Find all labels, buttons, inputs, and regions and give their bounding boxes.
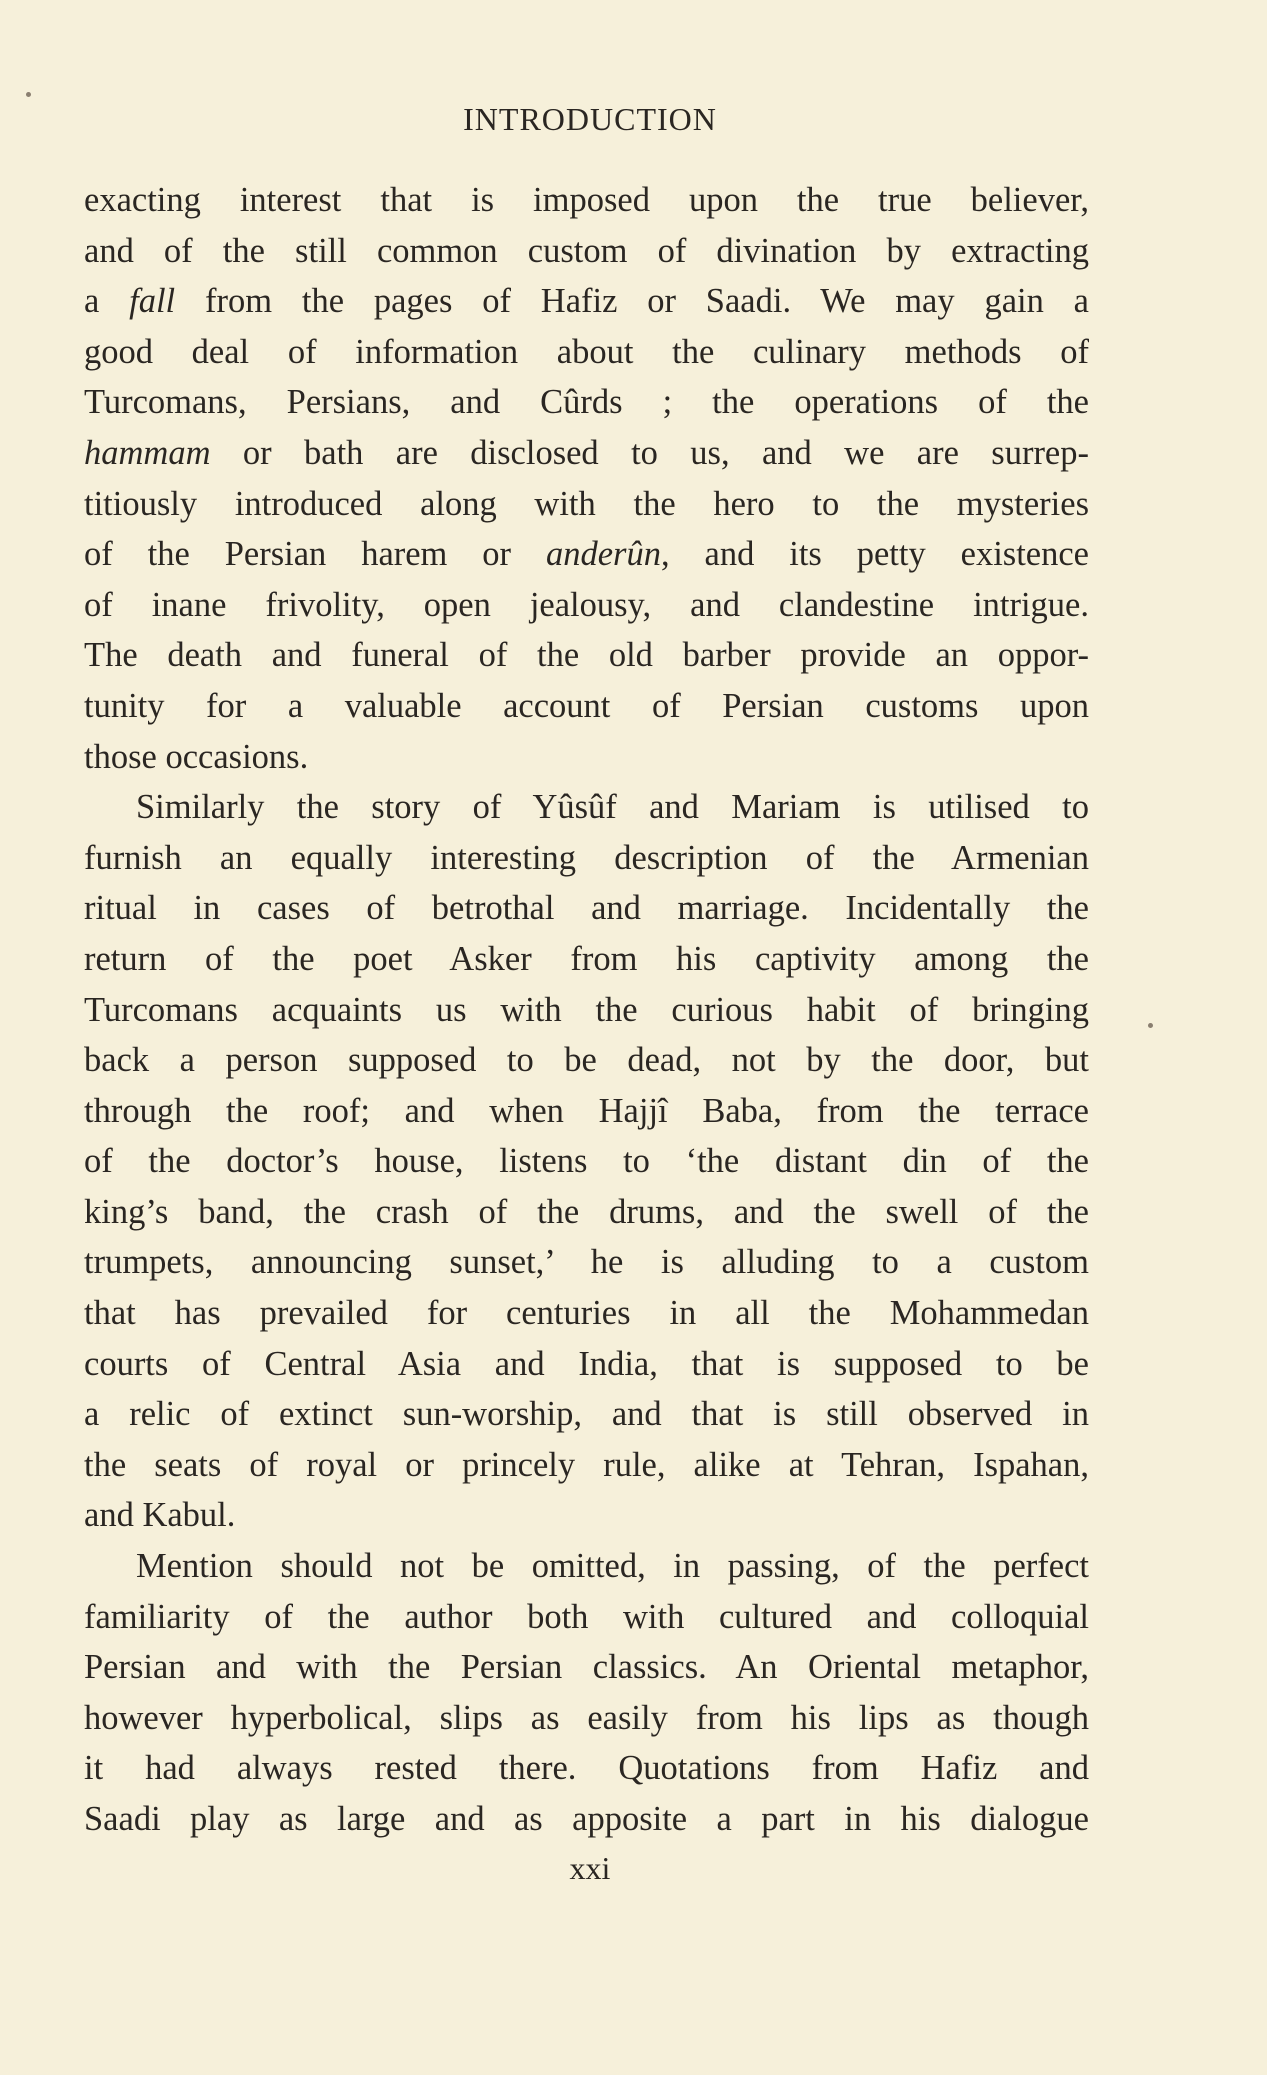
text-line: Turcomans acquaints us with the curious habit of bringing xyxy=(84,990,1089,1029)
text-line: furnish an equally interesting description of the Armenian xyxy=(84,838,1089,877)
text-line: familiarity of the author both with cultured and colloquial xyxy=(84,1597,1089,1636)
text-line: Saadi play as large and as apposite a part in his dialogue xyxy=(84,1800,1089,1838)
text-line: it had always rested there. Quotations from Hafiz and xyxy=(84,1749,1089,1788)
text-line: exacting interest that is imposed upon the true believer, xyxy=(84,181,1089,219)
text-line: courts of Central Asia and India, that is supposed to be xyxy=(84,1344,1089,1383)
text-line: that has prevailed for centuries in all the Mohammedan xyxy=(84,1294,1089,1333)
paper-speck xyxy=(26,92,31,97)
text-line: of the Persian harem or anderûn, and its petty existence xyxy=(84,535,1089,574)
paper-speck xyxy=(1148,1023,1153,1028)
text-line: return of the poet Asker from his captivity among the xyxy=(84,939,1089,978)
text-line: hammam or bath are disclosed to us, and we are surrep- xyxy=(84,433,1089,472)
body-text xyxy=(84,175,1089,1845)
text-line: The death and funeral of the old barber provide an oppor- xyxy=(84,636,1089,675)
text-line: the seats of royal or princely rule, alike at Tehran, Ispahan, xyxy=(84,1445,1089,1484)
text-line: of inane frivolity, open jealousy, and clandestine intrigue. xyxy=(84,585,1089,624)
text-line: however hyperbolical, slips as easily from his lips as though xyxy=(84,1698,1089,1737)
text-line: and Kabul. xyxy=(84,1496,236,1535)
text-line: of the doctor’s house, listens to ‘the distant din of the xyxy=(84,1142,1089,1181)
page-number: xxi xyxy=(569,1850,611,1886)
running-header: INTRODUCTION xyxy=(463,101,717,137)
text-line: ritual in cases of betrothal and marriage. Incidentally the xyxy=(84,889,1089,928)
text-line: Mention should not be omitted, in passing, of the perfect xyxy=(136,1547,1089,1586)
text-line: Similarly the story of Yûsûf and Mariam is utilised to xyxy=(136,788,1089,827)
text-line: good deal of information about the culinary methods of xyxy=(84,332,1089,371)
text-line: and of the still common custom of divination by extracting xyxy=(84,231,1089,270)
text-line: titiously introduced along with the hero to the mysteries xyxy=(84,484,1089,523)
text-line: those occasions. xyxy=(84,737,309,776)
text-line: a fall from the pages of Hafiz or Saadi. We may gain a xyxy=(84,282,1089,321)
text-line: a relic of extinct sun-worship, and that is still observed in xyxy=(84,1395,1089,1434)
text-line: Turcomans, Persians, and Cûrds ; the operations of the xyxy=(84,383,1089,422)
text-line: Persian and with the Persian classics. An Oriental metaphor, xyxy=(84,1648,1089,1687)
text-line: trumpets, announcing sunset,’ he is alluding to a custom xyxy=(84,1243,1089,1282)
text-line: back a person supposed to be dead, not by the door, but xyxy=(84,1041,1089,1080)
text-line: tunity for a valuable account of Persian customs upon xyxy=(84,686,1089,725)
text-line: king’s band, the crash of the drums, and the swell of the xyxy=(84,1192,1089,1231)
text-line: through the roof; and when Hajjî Baba, from the terrace xyxy=(84,1091,1089,1130)
